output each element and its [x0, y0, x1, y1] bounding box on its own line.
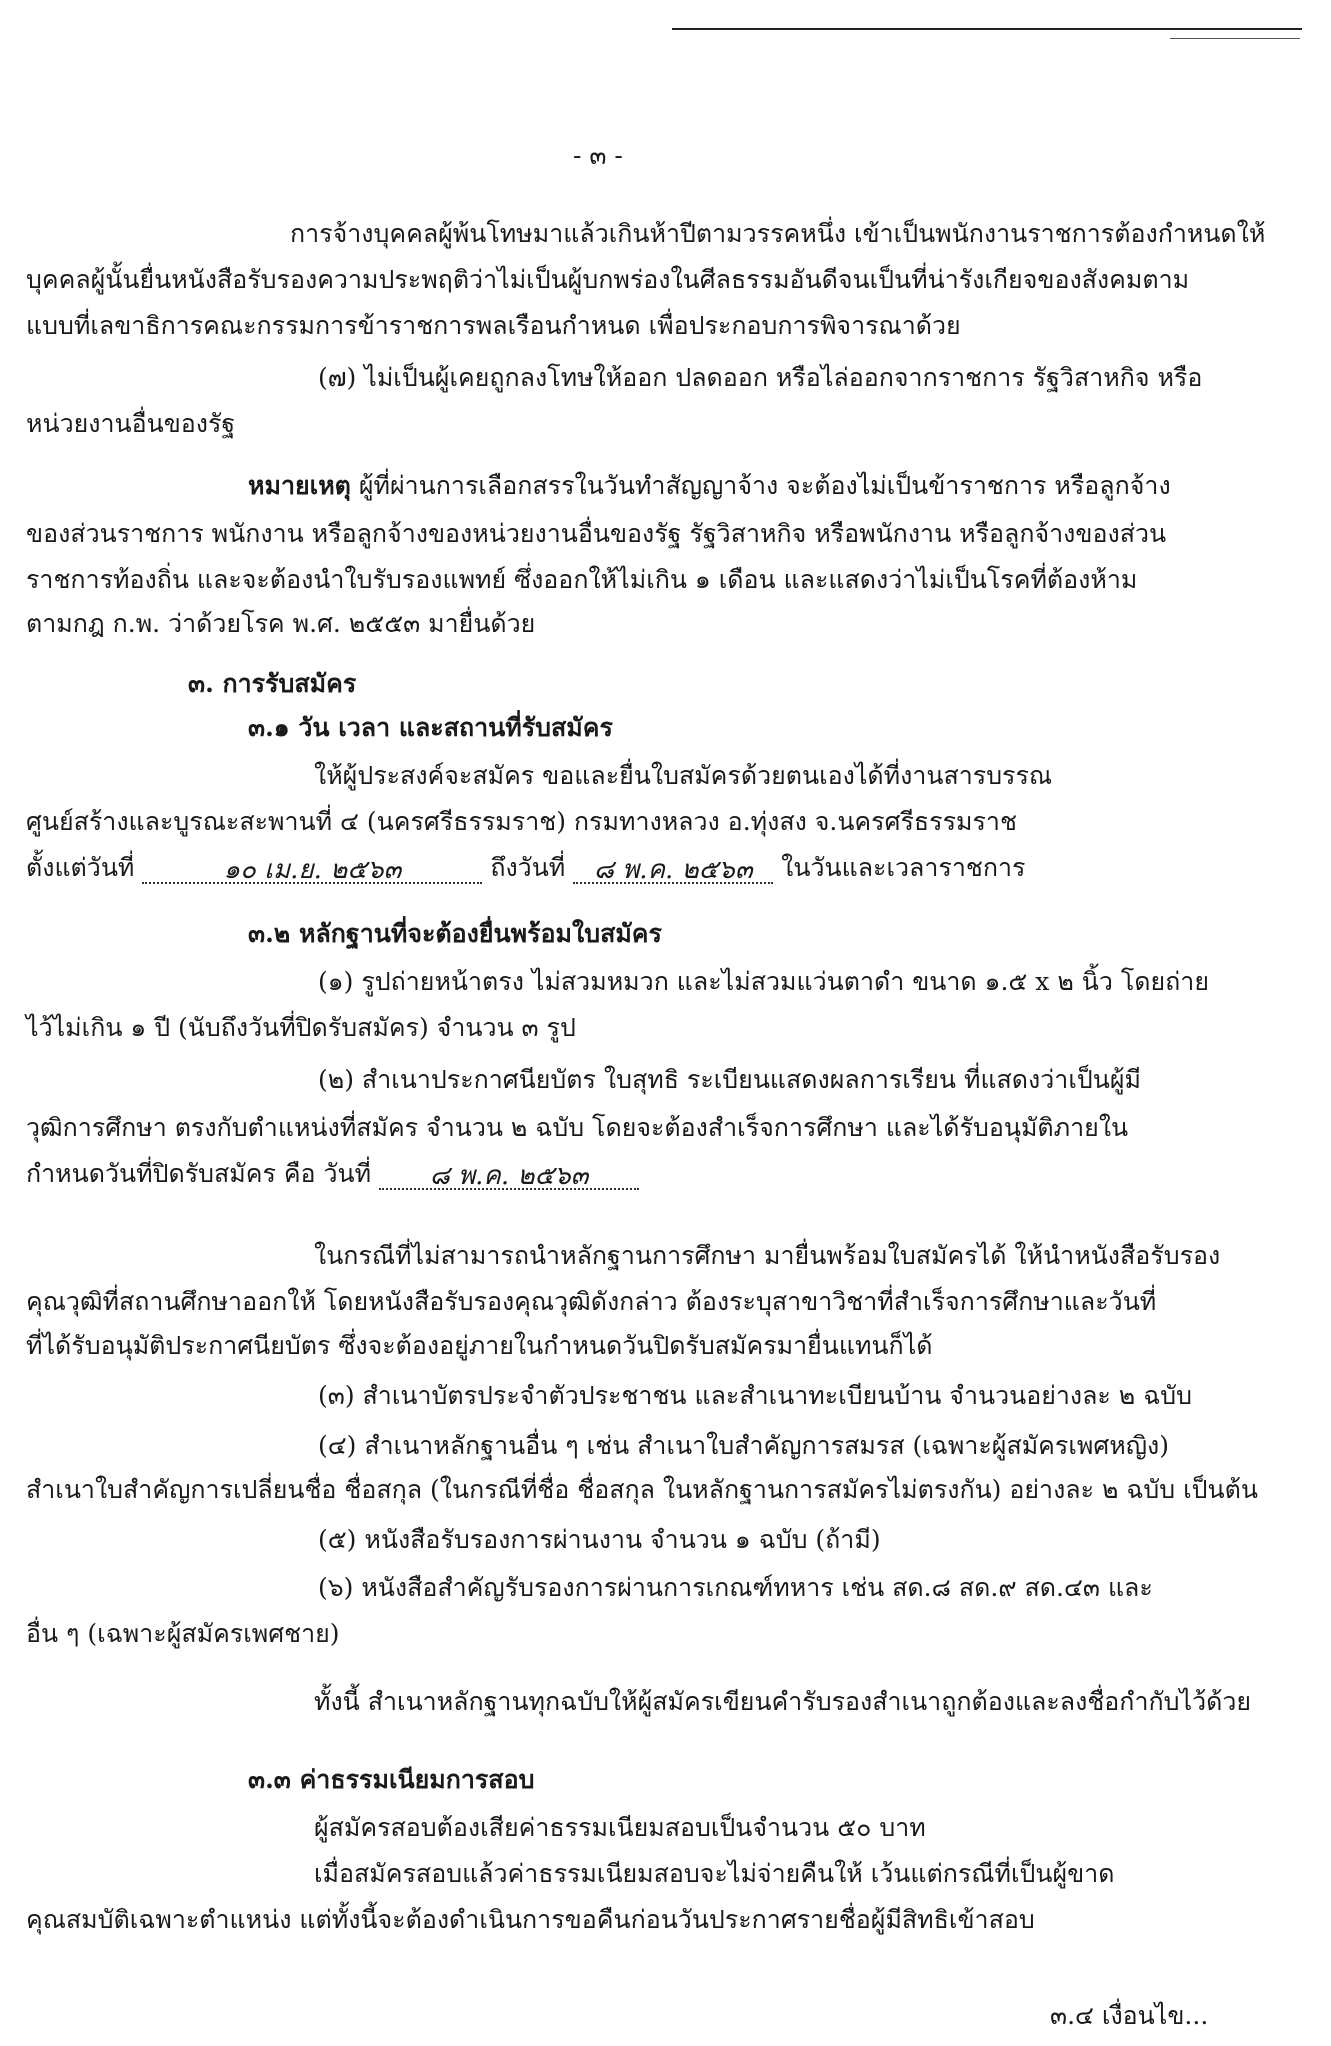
text-line: การจ้างบุคคลผู้พ้นโทษมาแล้วเกินห้าปีตามวรรคหนึ่ง เข้าเป็นพนักงานราชการต้องกำหนดให้: [290, 219, 1266, 248]
text-line: ในกรณีที่ไม่สามารถนำหลักฐานการศึกษา มายื่นพร้อมใบสมัครได้ ให้นำหนังสือรับรอง: [314, 1241, 1221, 1270]
text-line: (๕) หนังสือรับรองการผ่านงาน จำนวน ๑ ฉบับ (ถ้ามี): [318, 1525, 881, 1554]
section-heading-3-3: ๓.๓ ค่าธรรมเนียมการสอบ: [248, 1765, 535, 1794]
top-rule-secondary: [1170, 38, 1300, 39]
text-line: คุณสมบัติเฉพาะตำแหน่ง แต่ทั้งนี้จะต้องดำเนินการขอคืนก่อนวันประกาศรายชื่อผู้มีสิทธิเข้าสอบ: [26, 1905, 1035, 1934]
text-line: (๒) สำเนาประกาศนียบัตร ใบสุทธิ ระเบียนแสดงผลการเรียน ที่แสดงว่าเป็นผู้มี: [318, 1065, 1141, 1094]
text-line: หน่วยงานอื่นของรัฐ: [26, 409, 236, 438]
text-line: ไว้ไม่เกิน ๑ ปี (นับถึงวันที่ปิดรับสมัคร) จำนวน ๓ รูป: [26, 1013, 576, 1042]
text-line: (๑) รูปถ่ายหน้าตรง ไม่สวมหมวก และไม่สวมแว่นตาดำ ขนาด ๑.๕ x ๒ นิ้ว โดยถ่าย: [318, 967, 1209, 996]
text-line: ราชการท้องถิ่น และจะต้องนำใบรับรองแพทย์ ซึ่งออกให้ไม่เกิน ๑ เดือน และแสดงว่าไม่เป็นโรคที่ต้องห้าม: [26, 565, 1138, 594]
deadline-value: ๘ พ.ค. ๒๕๖๓: [379, 1160, 639, 1190]
note-line: [248, 470, 1171, 504]
text-line: (๗) ไม่เป็นผู้เคยถูกลงโทษให้ออก ปลดออก หรือไล่ออกจากราชการ รัฐวิสาหกิจ หรือ: [318, 363, 1203, 392]
text-line: ศูนย์สร้างและบูรณะสะพานที่ ๔ (นครศรีธรรมราช) กรมทางหลวง อ.ทุ่งสง จ.นครศรีธรรมราช: [26, 807, 1017, 836]
text-line: วุฒิการศึกษา ตรงกับตำแหน่งที่สมัคร จำนวน ๒ ฉบับ โดยจะต้องสำเร็จการศึกษา และได้รับอนุมัติภายใน: [26, 1113, 1129, 1142]
text-line: ที่ได้รับอนุมัติประกาศนียบัตร ซึ่งจะต้องอยู่ภายในกำหนดวันปิดรับสมัครมายื่นแทนก็ได้: [26, 1331, 933, 1360]
text-line: บุคคลผู้นั้นยื่นหนังสือรับรองความประพฤติว่าไม่เป็นผู้บกพร่องในศีลธรรมอันดีจนเป็นที่น่ารังเกียจของสังคมตาม: [26, 265, 1190, 294]
note-label: หมายเหตุ: [248, 471, 351, 500]
deadline-label: กำหนดวันที่ปิดรับสมัคร คือ วันที่: [26, 1159, 372, 1188]
office-hours-text: ในวันและเวลาราชการ: [781, 853, 1026, 882]
text-line: คุณวุฒิที่สถานศึกษาออกให้ โดยหนังสือรับรองคุณวุฒิดังกล่าว ต้องระบุสาขาวิชาที่สำเร็จการศึกษาและวันที่: [26, 1287, 1157, 1316]
text-line: เมื่อสมัครสอบแล้วค่าธรรมเนียมสอบจะไม่จ่ายคืนให้ เว้นแต่กรณีที่เป็นผู้ขาด: [314, 1859, 1115, 1888]
to-date-value: ๘ พ.ค. ๒๕๖๓: [573, 854, 773, 884]
text-line: ทั้งนี้ สำเนาหลักฐานทุกฉบับให้ผู้สมัครเขียนคำรับรองสำเนาถูกต้องและลงชื่อกำกับไว้ด้วย: [314, 1687, 1252, 1716]
continuation-marker: ๓.๔ เงื่อนไข...: [1050, 2001, 1209, 2030]
text-line: อื่น ๆ (เฉพาะผู้สมัครเพศชาย): [26, 1619, 340, 1648]
section-heading-3: ๓. การรับสมัคร: [188, 669, 357, 698]
deadline-line: [26, 1158, 639, 1192]
section-heading-3-2: ๓.๒ หลักฐานที่จะต้องยื่นพร้อมใบสมัคร: [248, 919, 662, 948]
text-line: สำเนาใบสำคัญการเปลี่ยนชื่อ ชื่อสกุล (ในกรณีที่ชื่อ ชื่อสกุล ในหลักฐานการสมัครไม่ตรงกัน) อย่างละ ๒ ฉบับ เป็นต้น: [26, 1475, 1258, 1504]
page-number: - ๓ -: [573, 141, 623, 170]
text-line: ผู้สมัครสอบต้องเสียค่าธรรมเนียมสอบเป็นจำนวน ๕๐ บาท: [314, 1813, 926, 1842]
text-line: (๖) หนังสือสำคัญรับรองการผ่านการเกณฑ์ทหาร เช่น สด.๘ สด.๙ สด.๔๓ และ: [318, 1573, 1153, 1602]
text-line: ตามกฎ ก.พ. ว่าด้วยโรค พ.ศ. ๒๕๕๓ มายื่นด้วย: [26, 609, 536, 638]
application-period-line: [26, 852, 1025, 886]
top-rule: [672, 28, 1302, 30]
note-text: ผู้ที่ผ่านการเลือกสรรในวันทำสัญญาจ้าง จะต้องไม่เป็นข้าราชการ หรือลูกจ้าง: [358, 471, 1171, 500]
text-line: (๓) สำเนาบัตรประจำตัวประชาชน และสำเนาทะเบียนบ้าน จำนวนอย่างละ ๒ ฉบับ: [318, 1381, 1192, 1410]
text-line: (๔) สำเนาหลักฐานอื่น ๆ เช่น สำเนาใบสำคัญการสมรส (เฉพาะผู้สมัครเพศหญิง): [318, 1431, 1169, 1460]
to-date-label: ถึงวันที่: [490, 853, 566, 882]
section-heading-3-1: ๓.๑ วัน เวลา และสถานที่รับสมัคร: [248, 713, 613, 742]
text-line: ของส่วนราชการ พนักงาน หรือลูกจ้างของหน่วยงานอื่นของรัฐ รัฐวิสาหกิจ หรือพนักงาน หรือลูกจ้างของส่วน: [26, 519, 1167, 548]
text-line: แบบที่เลขาธิการคณะกรรมการข้าราชการพลเรือนกำหนด เพื่อประกอบการพิจารณาด้วย: [26, 311, 961, 340]
from-date-label: ตั้งแต่วันที่: [26, 853, 135, 882]
from-date-value: ๑๐ เม.ย. ๒๕๖๓: [142, 854, 482, 884]
text-line: ให้ผู้ประสงค์จะสมัคร ขอและยื่นใบสมัครด้วยตนเองได้ที่งานสารบรรณ: [314, 761, 1053, 790]
